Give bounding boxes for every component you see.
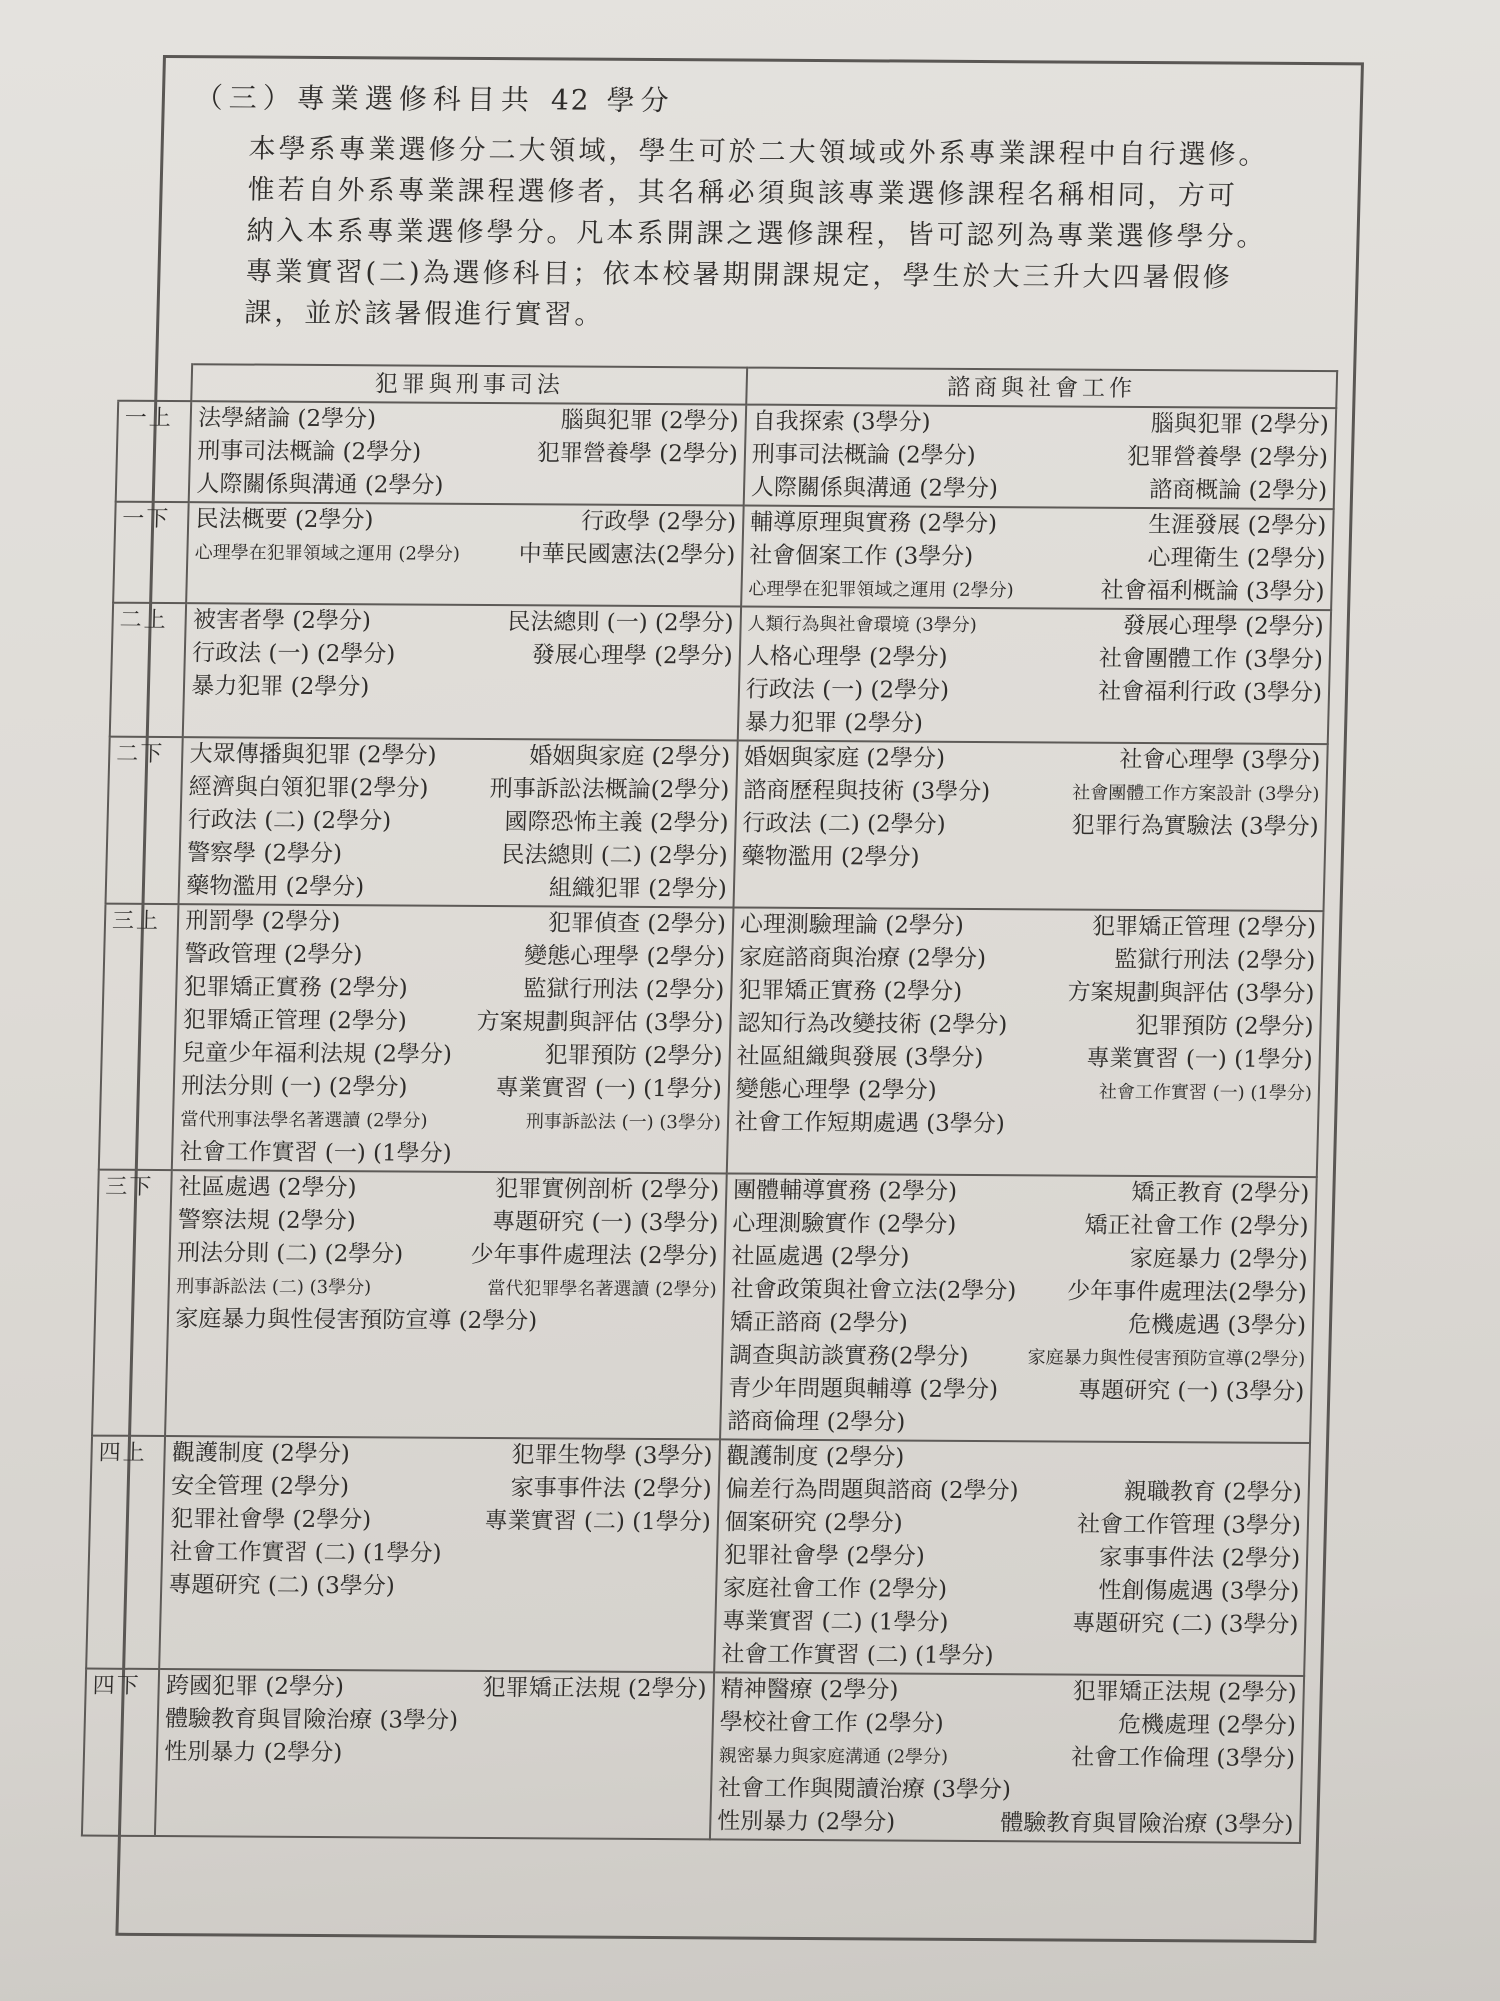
table-row: [106, 737, 1328, 911]
course-item: 社區組織與發展 (3學分): [736, 1043, 984, 1072]
course-item: 犯罪社會學 (2學分): [169, 1506, 372, 1534]
course-item: 人際關係與溝通 (2學分): [750, 474, 999, 503]
course-line: [746, 641, 1323, 678]
semester-label: 二上: [110, 603, 187, 737]
course-item: 社會工作短期處遇 (3學分): [734, 1109, 1006, 1138]
course-line: [723, 1572, 1300, 1609]
counseling-social-work-cell: [741, 506, 1334, 611]
course-item: 腦與犯罪 (2學分): [1150, 411, 1330, 439]
course-item: 人際關係與溝通 (2學分): [196, 471, 444, 499]
course-item: 刑事司法概論 (2學分): [751, 441, 977, 469]
course-line: [745, 707, 1322, 744]
course-line: [752, 406, 1329, 443]
course-item: [710, 1539, 711, 1572]
course-line: [197, 435, 738, 471]
course-line: [729, 1339, 1306, 1376]
course-item: 民法總則 (一) (2學分): [507, 609, 734, 637]
course-item: 專業實習 (二) (1學分): [721, 1608, 949, 1636]
course-item: [720, 1139, 721, 1172]
course-item: 專題研究 (二) (3學分): [1071, 1610, 1299, 1638]
course-line: [736, 1041, 1313, 1078]
semester-label: 三上: [99, 904, 179, 1170]
course-item: 諮商倫理 (2學分): [727, 1408, 906, 1436]
course-line: [741, 841, 1318, 878]
counseling-social-work-cell: [714, 1439, 1310, 1676]
course-line: [189, 738, 730, 774]
course-line: [726, 1440, 1303, 1477]
course-item: 社區處遇 (2學分): [178, 1174, 357, 1202]
course-item: 社會工作實習 (二) (1學分): [721, 1641, 994, 1670]
course-line: [718, 1739, 1295, 1776]
course-line: [179, 1136, 720, 1172]
course-item: 社會團體工作 (3學分): [1098, 645, 1324, 674]
criminal-justice-cell: [159, 1436, 719, 1672]
semester-label: 三下: [92, 1170, 172, 1436]
course-line: [180, 1103, 721, 1139]
corner-cell: [118, 364, 192, 401]
course-item: 矯正諮商 (2學分): [729, 1309, 909, 1337]
course-line: [188, 804, 729, 840]
course-item: [737, 472, 738, 505]
counseling-social-work-cell: [710, 1672, 1304, 1843]
course-item: 家庭社會工作 (2學分): [722, 1575, 948, 1603]
criminal-justice-cell: [186, 502, 743, 606]
course-line: [193, 604, 734, 640]
course-item: 心理測驗理論 (2學分): [739, 911, 965, 939]
section-title-suffix: 學分: [606, 83, 676, 118]
course-item: 方案規劃與評估 (3學分): [1067, 979, 1315, 1008]
course-line: [732, 1208, 1309, 1245]
course-item: 社會個案工作 (3學分): [748, 542, 974, 570]
table-row: [82, 1669, 1304, 1843]
course-item: 被害者學 (2學分): [192, 607, 372, 635]
table-row: [99, 904, 1324, 1177]
course-item: 社會福利概論 (3學分): [1100, 577, 1325, 606]
course-item: 當代犯罪學名著選讀 (2學分): [487, 1278, 717, 1301]
course-line: [192, 637, 733, 673]
course-item: 監獄行刑法 (2學分): [1114, 946, 1316, 975]
course-line: [725, 1473, 1302, 1510]
course-line: [734, 1107, 1311, 1144]
course-item: 少年事件處理法(2學分): [1066, 1278, 1308, 1307]
course-item: 民法概要 (2學分): [195, 506, 374, 534]
course-line: [168, 1569, 709, 1605]
course-item: 認知行為改變技術 (2學分): [737, 1010, 1008, 1039]
semester-label: 四下: [82, 1669, 160, 1836]
course-line: [165, 1703, 706, 1739]
course-item: 犯罪預防 (2學分): [544, 1042, 723, 1070]
course-item: 發展心理學 (2學分): [1122, 612, 1325, 641]
course-item: 刑事訴訟法概論(2學分): [489, 776, 730, 804]
course-line: [187, 837, 728, 873]
course-item: 社會團體工作方案設計 (3學分): [1071, 782, 1320, 806]
course-item: 發展心理學 (2學分): [531, 642, 734, 670]
course-item: 社區處遇 (2學分): [731, 1243, 910, 1271]
table-body: [82, 401, 1336, 1843]
course-item: 社會福利行政 (3學分): [1097, 678, 1323, 707]
course-line: [735, 1074, 1312, 1111]
course-item: [709, 1572, 710, 1605]
course-item: 社會工作實習 (二) (1學分): [169, 1539, 442, 1567]
course-item: 親密暴力與家庭溝通 (2學分): [718, 1745, 949, 1768]
course-item: 犯罪營養學 (2學分): [536, 440, 739, 468]
course-item: 犯罪社會學 (2學分): [723, 1542, 926, 1570]
course-item: 偏差行為問題與諮商 (2學分): [725, 1476, 1019, 1505]
course-item: 家事事件法 (2學分): [510, 1475, 712, 1503]
course-line: [178, 1171, 719, 1207]
course-item: 體驗教育與冒險治療 (3學分): [164, 1706, 459, 1734]
course-item: 行政法 (一) (2學分): [191, 640, 396, 668]
table-row: [110, 603, 1331, 744]
course-item: 犯罪預防 (2學分): [1135, 1012, 1314, 1041]
course-item: 調查與訪談實務(2學分): [728, 1342, 969, 1370]
course-item: [1317, 844, 1318, 877]
course-item: 觀護制度 (2學分): [726, 1443, 905, 1471]
criminal-justice-cell: [183, 603, 741, 740]
table-row: [92, 1170, 1317, 1443]
course-item: 行政學 (2學分): [580, 508, 737, 536]
course-line: [177, 1204, 718, 1240]
course-item: 法學緒論 (2學分): [197, 405, 377, 433]
course-line: [733, 1175, 1310, 1212]
course-line: [171, 1470, 712, 1506]
course-item: 人格心理學 (2學分): [746, 643, 948, 671]
course-item: 社會工作實習 (一) (1學分): [179, 1139, 453, 1167]
header-criminal-justice: 犯罪與刑事司法: [192, 364, 747, 404]
course-item: 矯正社會工作 (2學分): [1084, 1212, 1309, 1241]
table-row: [113, 502, 1334, 610]
course-item: 青少年問題與輔導 (2學分): [727, 1375, 999, 1404]
course-line: [170, 1503, 711, 1539]
course-line: [730, 1273, 1307, 1310]
counseling-social-work-cell: [744, 405, 1337, 510]
criminal-justice-cell: [165, 1170, 726, 1439]
course-line: [727, 1405, 1304, 1442]
course-item: 婚姻與家庭 (2學分): [528, 743, 731, 771]
course-item: 刑事訴訟法 (二) (3學分): [175, 1276, 372, 1299]
course-item: 家事事件法 (2學分): [1098, 1544, 1301, 1572]
course-line: [737, 1008, 1314, 1045]
course-item: [715, 1306, 716, 1339]
semester-label: 一上: [116, 401, 192, 502]
intro-line: 專業實習(二)為選修科目；依本校暑期開課規定，學生於大三升大四暑假修: [245, 256, 1233, 294]
counseling-social-work-cell: [738, 607, 1332, 745]
course-item: 犯罪矯正管理 (2學分): [182, 1007, 408, 1035]
course-item: [705, 1706, 706, 1739]
course-item: 專業實習 (一) (1學分): [1086, 1045, 1314, 1074]
course-item: [704, 1739, 705, 1772]
course-line: [181, 1070, 722, 1106]
semester-label: 四上: [86, 1436, 165, 1669]
intro-line: 本學系專業選修分二大領域，學生可於二大領域或外系專業課程中自行選修。: [248, 133, 1270, 171]
course-item: [1294, 1776, 1295, 1809]
course-item: 刑事司法概論 (2學分): [196, 438, 422, 466]
elective-course-table: [81, 363, 1338, 1844]
counseling-social-work-cell: [733, 741, 1327, 912]
course-line: [171, 1437, 712, 1473]
course-item: 中華民國憲法(2學分): [518, 541, 736, 569]
course-item: 觀護制度 (2學分): [171, 1440, 351, 1468]
course-line: [750, 507, 1327, 544]
course-item: 民法總則 (二) (2學分): [501, 842, 728, 870]
course-item: 警察學 (2學分): [186, 840, 343, 868]
header-counseling-social-work: 諮商與社會工作: [746, 368, 1337, 409]
criminal-justice-cell: [189, 401, 746, 505]
course-item: 警政管理 (2學分): [184, 941, 363, 969]
course-item: 精神醫療 (2學分): [720, 1676, 899, 1704]
course-item: 家庭暴力與性侵害預防宣導 (2學分): [174, 1306, 538, 1335]
course-line: [724, 1506, 1301, 1543]
course-item: 諮商歷程與技術 (3學分): [742, 777, 991, 806]
course-item: 經濟與白領犯罪(2學分): [188, 774, 429, 802]
course-item: 暴力犯罪 (2學分): [744, 709, 924, 737]
course-item: 心理測驗實作 (2學分): [732, 1210, 957, 1238]
course-line: [176, 1270, 717, 1306]
course-line: [177, 1237, 718, 1273]
course-line: [743, 775, 1320, 812]
course-item: [1297, 1642, 1298, 1675]
counseling-social-work-cell: [720, 1173, 1317, 1443]
course-item: 警察法規 (2學分): [177, 1207, 357, 1235]
course-item: 少年事件處理法 (2學分): [470, 1241, 718, 1270]
course-item: 專業實習 (一) (1學分): [495, 1075, 723, 1103]
course-line: [184, 938, 725, 974]
course-line: [731, 1240, 1308, 1277]
course-line: [744, 742, 1321, 779]
course-item: 危機處理 (2學分): [1117, 1711, 1297, 1739]
course-item: 刑法分則 (一) (2學分): [180, 1073, 408, 1101]
course-item: 刑事訴訟法 (一) (3學分): [525, 1111, 722, 1134]
course-item: [1321, 710, 1322, 743]
course-item: 體驗教育與冒險治療 (3學分): [1000, 1810, 1294, 1838]
course-line: [196, 468, 737, 504]
course-item: 心理衛生 (2學分): [1147, 545, 1326, 573]
course-item: 行政法 (二) (2學分): [742, 810, 946, 838]
course-line: [194, 536, 735, 572]
course-item: 犯罪矯正管理 (2學分): [1091, 913, 1317, 942]
course-line: [166, 1670, 707, 1706]
table-row: [116, 401, 1337, 509]
course-item: 個案研究 (2學分): [724, 1509, 903, 1537]
course-line: [183, 971, 724, 1007]
course-item: 諮商概論 (2學分): [1148, 477, 1328, 505]
intro-line: 惟若自外系專業課程選修者，其名稱必須與該專業選修課程名稱相同，方可: [247, 174, 1238, 212]
course-item: 專題研究 (一) (3學分): [491, 1209, 719, 1237]
course-line: [719, 1706, 1296, 1743]
course-item: 國際恐怖主義 (2學分): [504, 809, 729, 837]
course-line: [739, 942, 1316, 979]
course-item: 學校社會工作 (2學分): [719, 1709, 944, 1737]
course-item: 行政法 (二) (2學分): [187, 807, 392, 835]
course-line: [728, 1372, 1305, 1409]
course-line: [721, 1638, 1298, 1675]
semester-label: 二下: [106, 737, 184, 904]
course-line: [748, 573, 1325, 610]
course-line: [751, 472, 1328, 509]
course-line: [739, 909, 1316, 946]
course-line: [185, 905, 726, 941]
course-item: 變態心理學 (2學分): [523, 943, 726, 971]
semester-label: 一下: [113, 502, 189, 603]
course-line: [164, 1736, 705, 1772]
intro-line: 納入本系專業選修學分。凡本系開課之選修課程，皆可認列為專業選修學分。: [246, 215, 1267, 253]
course-item: 犯罪偵查 (2學分): [547, 910, 727, 938]
course-item: 方案規劃與評估 (3學分): [476, 1008, 724, 1037]
course-item: 犯罪矯正法規 (2學分): [482, 1674, 707, 1703]
course-item: 社會政策與社會立法(2學分): [730, 1276, 1017, 1305]
course-item: 社會工作倫理 (3學分): [1070, 1744, 1296, 1772]
credits-total: 42: [550, 83, 591, 117]
course-item: [1311, 1110, 1312, 1143]
course-item: 生涯發展 (2學分): [1148, 512, 1327, 540]
course-item: 犯罪生物學 (3學分): [511, 1442, 713, 1470]
course-item: 犯罪矯正法規 (2學分): [1072, 1678, 1298, 1706]
course-item: 輔導原理與實務 (2學分): [749, 509, 998, 538]
course-line: [718, 1772, 1295, 1809]
course-item: 暴力犯罪 (2學分): [191, 673, 370, 701]
course-item: 社會工作實習 (一) (1學分): [1098, 1081, 1313, 1105]
counseling-social-work-cell: [727, 907, 1324, 1177]
course-item: 腦與犯罪 (2學分): [560, 407, 739, 435]
criminal-justice-cell: [155, 1669, 714, 1839]
course-item: 跨國犯罪 (2學分): [165, 1673, 345, 1701]
course-item: 家庭暴力與性侵害預防宣導(2學分): [1027, 1347, 1306, 1370]
course-line: [724, 1539, 1301, 1576]
course-line: [722, 1605, 1299, 1642]
course-item: 犯罪矯正實務 (2學分): [737, 977, 963, 1005]
course-item: 社會工作管理 (3學分): [1076, 1511, 1302, 1539]
course-item: [731, 673, 732, 706]
course-item: 專題研究 (二) (3學分): [168, 1572, 396, 1600]
course-line: [188, 771, 729, 807]
course-item: 安全管理 (2學分): [170, 1473, 350, 1501]
course-line: [198, 402, 739, 438]
course-item: 矯正教育 (2學分): [1131, 1179, 1310, 1208]
course-line: [717, 1805, 1294, 1842]
course-item: 行政法 (一) (2學分): [745, 676, 950, 704]
course-line: [742, 808, 1319, 845]
course-item: 社會心理學 (3學分): [1119, 746, 1321, 775]
course-item: 變態心理學 (2學分): [735, 1076, 937, 1104]
course-line: [191, 670, 732, 706]
course-line: [195, 503, 736, 539]
course-line: [175, 1303, 716, 1339]
course-item: 藥物濫用 (2學分): [185, 873, 365, 901]
course-item: 組織犯罪 (2學分): [548, 875, 728, 903]
course-line: [186, 870, 727, 906]
course-item: 性別暴力 (2學分): [716, 1808, 896, 1836]
course-item: 人類行為與社會環境 (3學分): [747, 613, 978, 636]
course-item: 家庭諮商與治療 (2學分): [738, 944, 987, 973]
course-item: 藥物濫用 (2學分): [741, 843, 920, 871]
course-item: 專業實習 (二) (1學分): [484, 1507, 712, 1536]
course-item: 心理學在犯罪領域之運用 (2學分): [748, 578, 1014, 602]
course-item: 大眾傳播與犯罪 (2學分): [189, 741, 437, 769]
course-line: [747, 608, 1324, 645]
course-item: 性創傷處遇 (3學分): [1098, 1577, 1300, 1605]
criminal-justice-cell: [172, 904, 733, 1173]
course-item: 犯罪營養學 (2學分): [1126, 443, 1329, 472]
course-item: [1303, 1409, 1304, 1442]
course-item: 婚姻與家庭 (2學分): [743, 744, 946, 772]
document-frame: [92, 55, 1364, 1943]
table-row: [86, 1436, 1310, 1676]
course-item: 家庭暴力 (2學分): [1129, 1245, 1308, 1274]
intro-line: 課，並於該暑假進行實習。: [244, 297, 605, 331]
course-item: 犯罪矯正實務 (2學分): [183, 974, 408, 1002]
course-item: 自我探索 (3學分): [752, 408, 931, 436]
course-line: [738, 975, 1315, 1012]
course-item: 性別暴力 (2學分): [164, 1739, 343, 1767]
course-line: [749, 540, 1326, 577]
course-line: [745, 674, 1322, 711]
course-item: 專題研究 (一) (3學分): [1077, 1377, 1305, 1405]
course-item: 犯罪實例剖析 (2學分): [494, 1176, 720, 1204]
course-item: 心理學在犯罪領域之運用 (2學分): [194, 542, 461, 565]
section-title: [194, 76, 675, 119]
course-item: 兒童少年福利法規 (2學分): [181, 1040, 453, 1068]
course-line: [729, 1306, 1306, 1343]
course-line: [720, 1673, 1297, 1710]
course-item: 犯罪行為實驗法 (3學分): [1071, 812, 1319, 841]
course-line: [182, 1004, 723, 1040]
section-title-prefix: （三）專業選修科目共: [194, 81, 536, 117]
course-item: 社會工作與閱讀治療 (3學分): [717, 1775, 1012, 1804]
course-line: [169, 1536, 710, 1572]
intro-paragraph: [244, 129, 1339, 341]
course-line: [182, 1037, 723, 1073]
course-item: 親職教育 (2學分): [1123, 1478, 1303, 1506]
course-item: 監獄行刑法 (2學分): [523, 976, 725, 1004]
course-item: 刑法分則 (二) (2學分): [176, 1240, 404, 1268]
course-item: 危機處遇 (3學分): [1127, 1311, 1307, 1340]
course-item: [1302, 1444, 1303, 1477]
criminal-justice-cell: [179, 737, 738, 907]
course-line: [751, 439, 1328, 476]
course-item: 團體輔導實務 (2學分): [732, 1177, 958, 1205]
course-item: 刑罰學 (2學分): [185, 908, 341, 936]
course-item: 當代刑事法學名著選讀 (2學分): [180, 1109, 428, 1132]
